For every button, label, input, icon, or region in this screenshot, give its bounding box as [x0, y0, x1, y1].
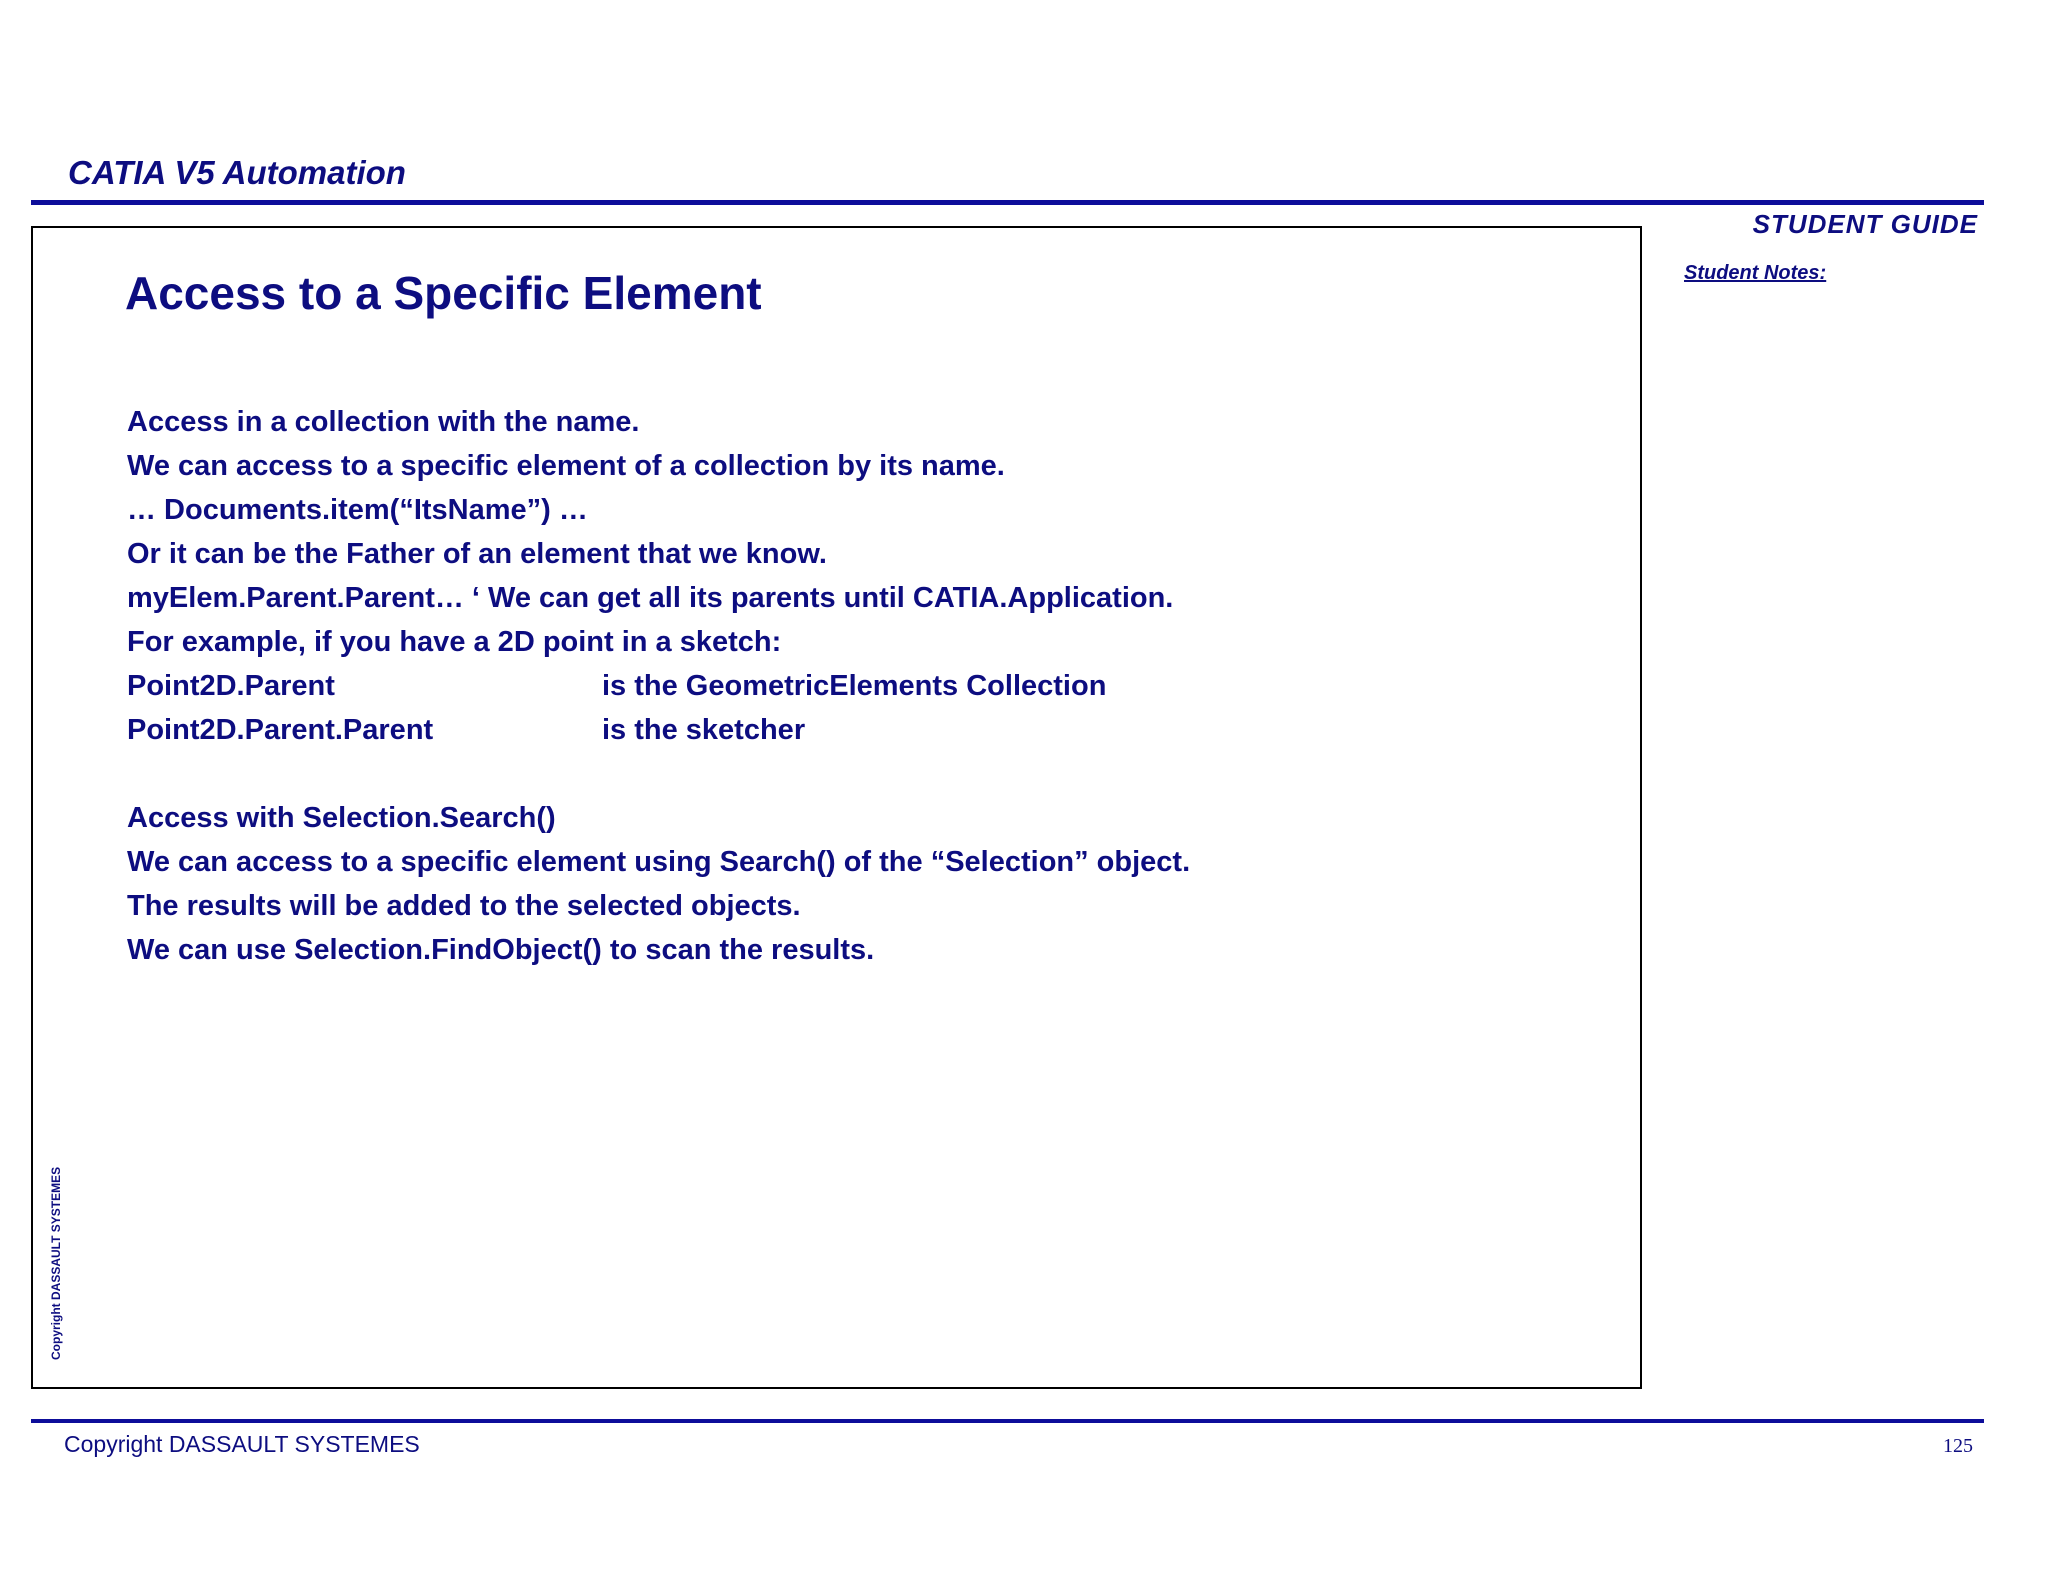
parent-description: is the GeometricElements Collection: [602, 670, 1107, 702]
parent-table-row: [127, 664, 1607, 708]
content-line: We can use Selection.FindObject() to scan the results.: [127, 934, 875, 966]
parent-term: Point2D.Parent.Parent: [127, 714, 434, 746]
content-line: Or it can be the Father of an element that we know.: [127, 538, 827, 570]
student-guide-label: STUDENT GUIDE: [1752, 209, 1978, 239]
blank-line: [127, 752, 1607, 796]
vertical-copyright: Copyright DASSAULT SYSTEMES: [49, 1166, 63, 1360]
content-line: For example, if you have a 2D point in a sketch:: [127, 626, 782, 658]
parent-term: Point2D.Parent: [127, 670, 335, 702]
document-header-title: CATIA V5 Automation: [68, 154, 406, 191]
content-line: We can access to a specific element of a collection by its name.: [127, 450, 1005, 482]
content-line: The results will be added to the selected objects.: [127, 890, 801, 922]
content-line: myElem.Parent.Parent… ‘ We can get all its parents until CATIA.Application.: [127, 582, 1174, 614]
header-divider: [31, 200, 1984, 205]
parent-table-row: [127, 708, 1607, 752]
slide-content: [127, 400, 1607, 972]
parent-description: is the sketcher: [602, 714, 806, 746]
content-line: Access in a collection with the name.: [127, 406, 640, 438]
footer-divider: [31, 1419, 1984, 1423]
footer-copyright: Copyright DASSAULT SYSTEMES: [64, 1431, 420, 1457]
page-number: 125: [1943, 1435, 1973, 1457]
content-line: We can access to a specific element using Search() of the “Selection” object.: [127, 846, 1191, 878]
student-notes-label: Student Notes:: [1684, 262, 1827, 284]
slide-title: Access to a Specific Element: [125, 267, 762, 319]
content-line: … Documents.item(“ItsName”) …: [127, 494, 588, 526]
content-line: Access with Selection.Search(): [127, 802, 556, 834]
